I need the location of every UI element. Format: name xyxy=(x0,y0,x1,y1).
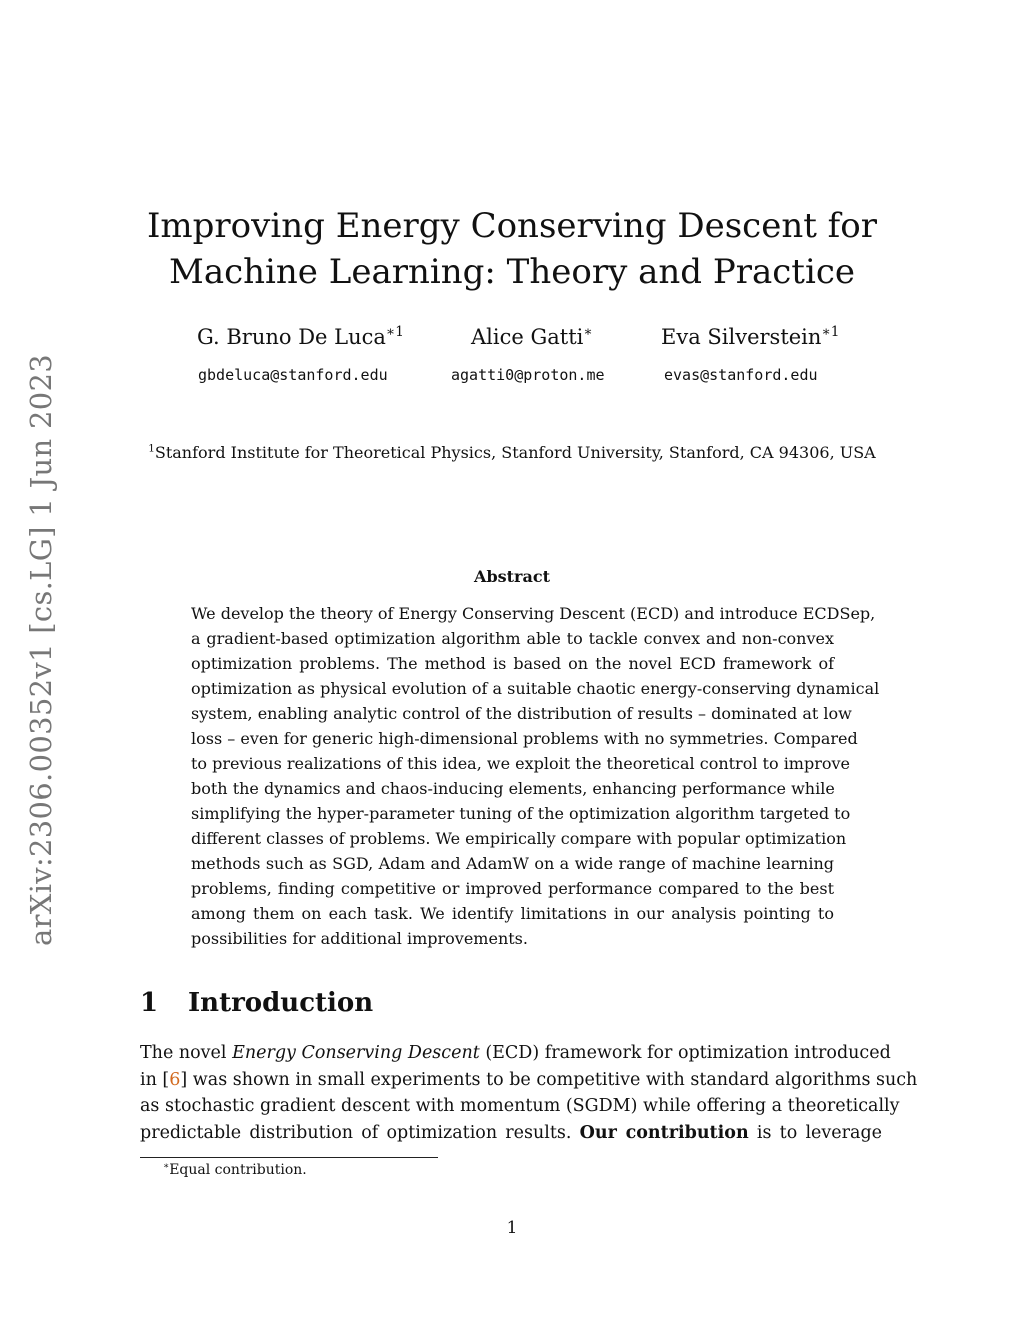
abstract-line: system, enabling analytic control of the distribution of results – dominated at low xyxy=(191,704,852,723)
author-2-email[interactable]: agatti0@proton.me xyxy=(451,366,605,384)
abstract-line: simplifying the hyper-parameter tuning of the optimization algorithm targeted to xyxy=(191,804,851,823)
citation-link[interactable]: 6 xyxy=(169,1069,181,1090)
paper-title xyxy=(0,203,1024,295)
author-2 xyxy=(471,325,593,349)
author-2-mark: ∗ xyxy=(583,324,593,340)
abstract-body xyxy=(191,601,880,951)
author-1 xyxy=(197,325,404,349)
author-1-name: G. Bruno De Luca xyxy=(197,325,386,349)
abstract-line: methods such as SGD, Adam and AdamW on a wide range of machine learning xyxy=(191,854,834,873)
affiliation-text: Stanford Institute for Theoretical Physics, Stanford University, Stanford, CA 94306, USA xyxy=(154,443,876,462)
abstract-line: both the dynamics and chaos-inducing elements, enhancing performance while xyxy=(191,779,835,798)
footnote-rule xyxy=(140,1157,438,1158)
abstract-line: problems, finding competitive or improved performance compared to the best xyxy=(191,879,834,898)
abstract-line: among them on each task. We identify limitations in our analysis pointing to xyxy=(191,904,834,923)
section-number: 1 xyxy=(140,988,159,1018)
title-line-2: Machine Learning: Theory and Practice xyxy=(169,252,855,292)
section-title: Introduction xyxy=(188,988,374,1018)
abstract-line: different classes of problems. We empirically compare with popular optimization xyxy=(191,829,847,848)
intro-line-4: predictable distribution of optimization results. Our contribution is to leverage xyxy=(140,1122,883,1143)
abstract-line: a gradient-based optimization algorithm able to tackle convex and non-convex xyxy=(191,629,834,648)
author-3-email[interactable]: evas@stanford.edu xyxy=(664,366,818,384)
author-3 xyxy=(661,325,839,349)
intro-paragraph xyxy=(140,1040,918,1146)
author-1-email[interactable]: gbdeluca@stanford.edu xyxy=(198,366,388,384)
abstract-line: loss – even for generic high-dimensional problems with no symmetries. Compared xyxy=(191,729,858,748)
page-number: 1 xyxy=(506,1218,518,1238)
abstract-line-last: possibilities for additional improvements. xyxy=(191,929,528,948)
intro-line-3: as stochastic gradient descent with momentum (SGDM) while offering a theoretically xyxy=(140,1096,900,1116)
author-1-mark: ∗1 xyxy=(385,324,404,340)
abstract-line: We develop the theory of Energy Conserving Descent (ECD) and introduce ECDSep, xyxy=(191,604,876,623)
arxiv-identifier: arXiv:2306.00352v1 [cs.LG] 1 Jun 2023 xyxy=(24,354,58,946)
footnote-text: Equal contribution. xyxy=(169,1162,307,1178)
footnote-mark: ∗ xyxy=(163,1161,170,1172)
author-3-name: Eva Silverstein xyxy=(661,325,822,349)
author-2-name: Alice Gatti xyxy=(471,325,584,349)
abstract-line: optimization problems. The method is based on the novel ECD framework of xyxy=(191,654,834,673)
author-3-mark: ∗1 xyxy=(821,324,840,340)
abstract-heading: Abstract xyxy=(474,567,550,586)
abstract-line: to previous realizations of this idea, we exploit the theoretical control to improve xyxy=(191,754,851,773)
intro-line-1: The novel Energy Conserving Descent (ECD) framework for optimization introduced xyxy=(140,1043,891,1063)
abstract-line: optimization as physical evolution of a suitable chaotic energy-conserving dynamical xyxy=(191,679,880,698)
intro-line-2: in [6] was shown in small experiments to be competitive with standard algorithms such xyxy=(140,1069,918,1090)
footnote xyxy=(163,1162,307,1178)
title-line-1: Improving Energy Conserving Descent for xyxy=(146,206,877,246)
section-heading xyxy=(140,988,373,1018)
affiliation-mark: 1 xyxy=(148,442,155,455)
affiliation xyxy=(0,443,1024,462)
